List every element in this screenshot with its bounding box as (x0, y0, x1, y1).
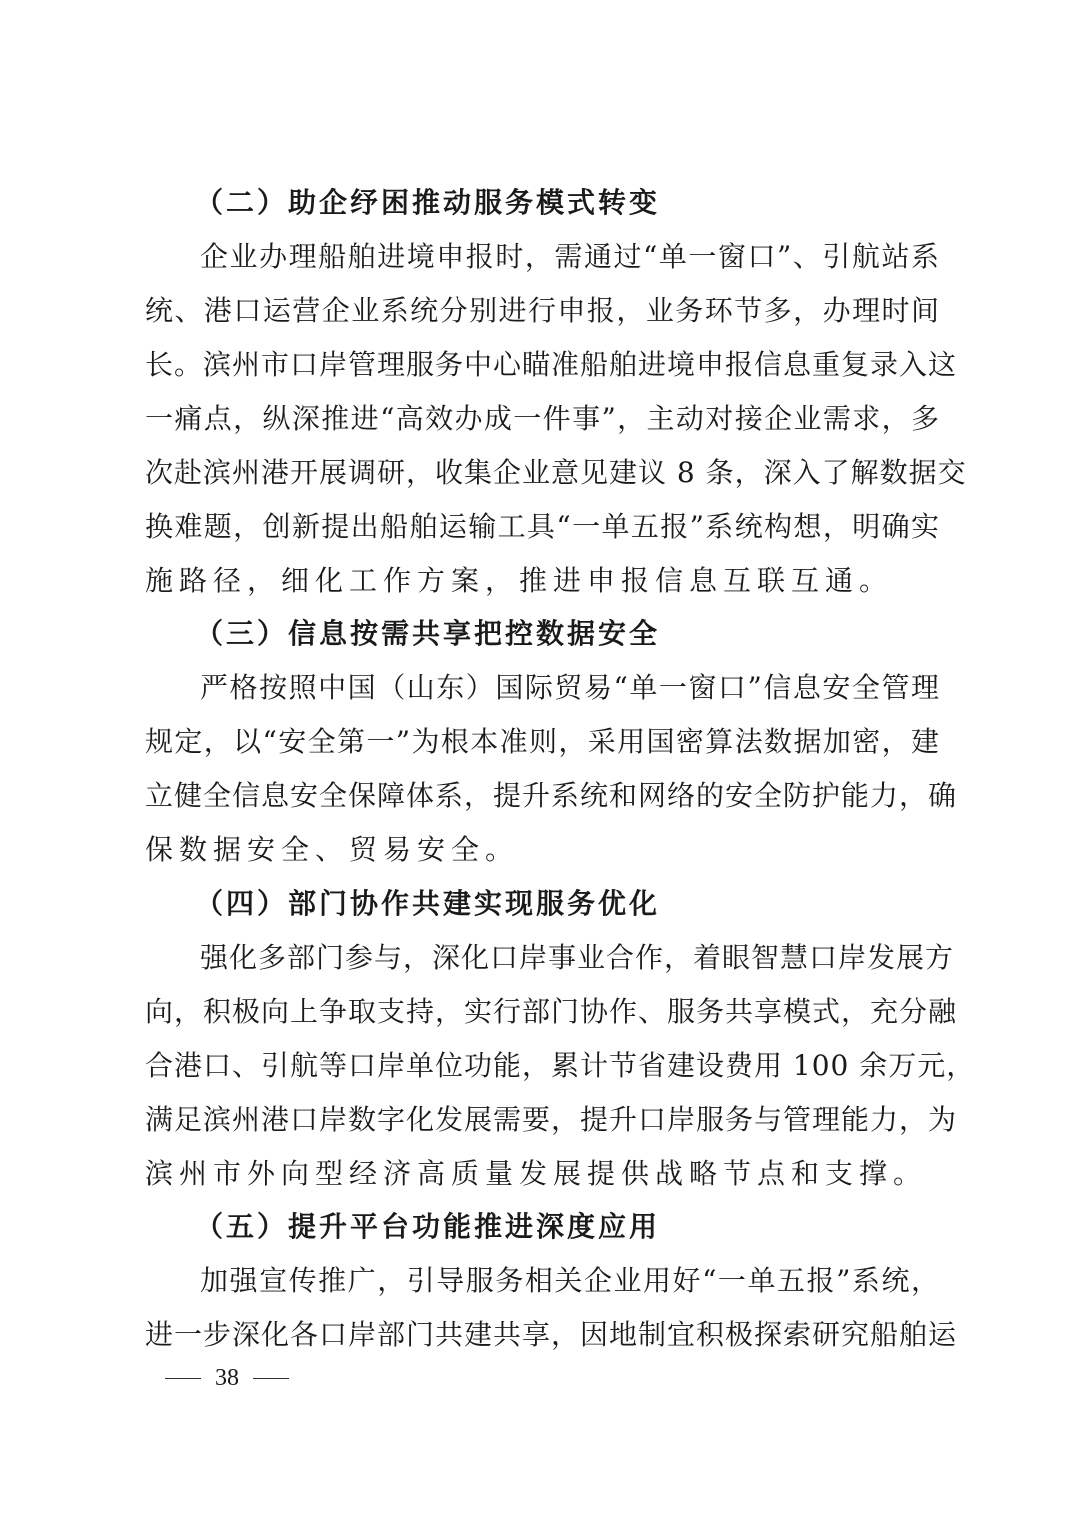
page-footer (165, 1360, 289, 1394)
paragraph-line: 立健全信息安全保障体系，提升系统和网络的安全防护能力，确 (145, 779, 958, 812)
paragraph-line: 统、港口运营企业系统分别进行申报，业务环节多，办理时间 (145, 294, 940, 327)
paragraph-line: 严格按照中国（山东）国际贸易“单一窗口”信息安全管理 (200, 671, 940, 704)
paragraph-line: 满足滨州港口岸数字化发展需要，提升口岸服务与管理能力，为 (145, 1103, 958, 1136)
paragraph-line: 施路径，细化工作方案，推进申报信息互联互通。 (145, 564, 894, 597)
paragraph-line: 一痛点，纵深推进“高效办成一件事”，主动对接企业需求，多 (145, 402, 940, 435)
paragraph-line: 换难题，创新提出船舶运输工具“一单五报”系统构想，明确实 (145, 510, 940, 543)
section-heading-5: （五）提升平台功能推进深度应用 (195, 1210, 661, 1243)
paragraph-line: 规定，以“安全第一”为根本准则，采用国密算法数据加密，建 (145, 725, 940, 758)
paragraph-line: 长。滨州市口岸管理服务中心瞄准船舶进境申报信息重复录入这 (145, 348, 958, 381)
footer-dash-left (165, 1378, 201, 1379)
paragraph-line: 滨州市外向型经济高质量发展提供战略节点和支撑。 (145, 1157, 928, 1190)
section-heading-4: （四）部门协作共建实现服务优化 (195, 887, 661, 920)
paragraph-line: 企业办理船舶进境申报时，需通过“单一窗口”、引航站系 (200, 240, 940, 273)
paragraph-line: 加强宣传推广，引导服务相关企业用好“一单五报”系统， (200, 1264, 940, 1297)
section-heading-2: （二）助企纾困推动服务模式转变 (195, 186, 661, 219)
paragraph-line: 保数据安全、贸易安全。 (145, 833, 520, 866)
paragraph-line: 强化多部门参与，深化口岸事业合作，着眼智慧口岸发展方 (200, 941, 955, 974)
paragraph-line: 合港口、引航等口岸单位功能，累计节省建设费用 100 余万元， (145, 1049, 976, 1082)
paragraph-line: 次赴滨州港开展调研，收集企业意见建议 8 条，深入了解数据交 (145, 456, 967, 489)
page-number: 38 (215, 1365, 239, 1391)
footer-dash-right (253, 1378, 289, 1379)
paragraph-line: 向，积极向上争取支持，实行部门协作、服务共享模式，充分融 (145, 995, 958, 1028)
section-heading-3: （三）信息按需共享把控数据安全 (195, 617, 661, 650)
paragraph-line: 进一步深化各口岸部门共建共享，因地制宜积极探索研究船舶运 (145, 1318, 958, 1351)
